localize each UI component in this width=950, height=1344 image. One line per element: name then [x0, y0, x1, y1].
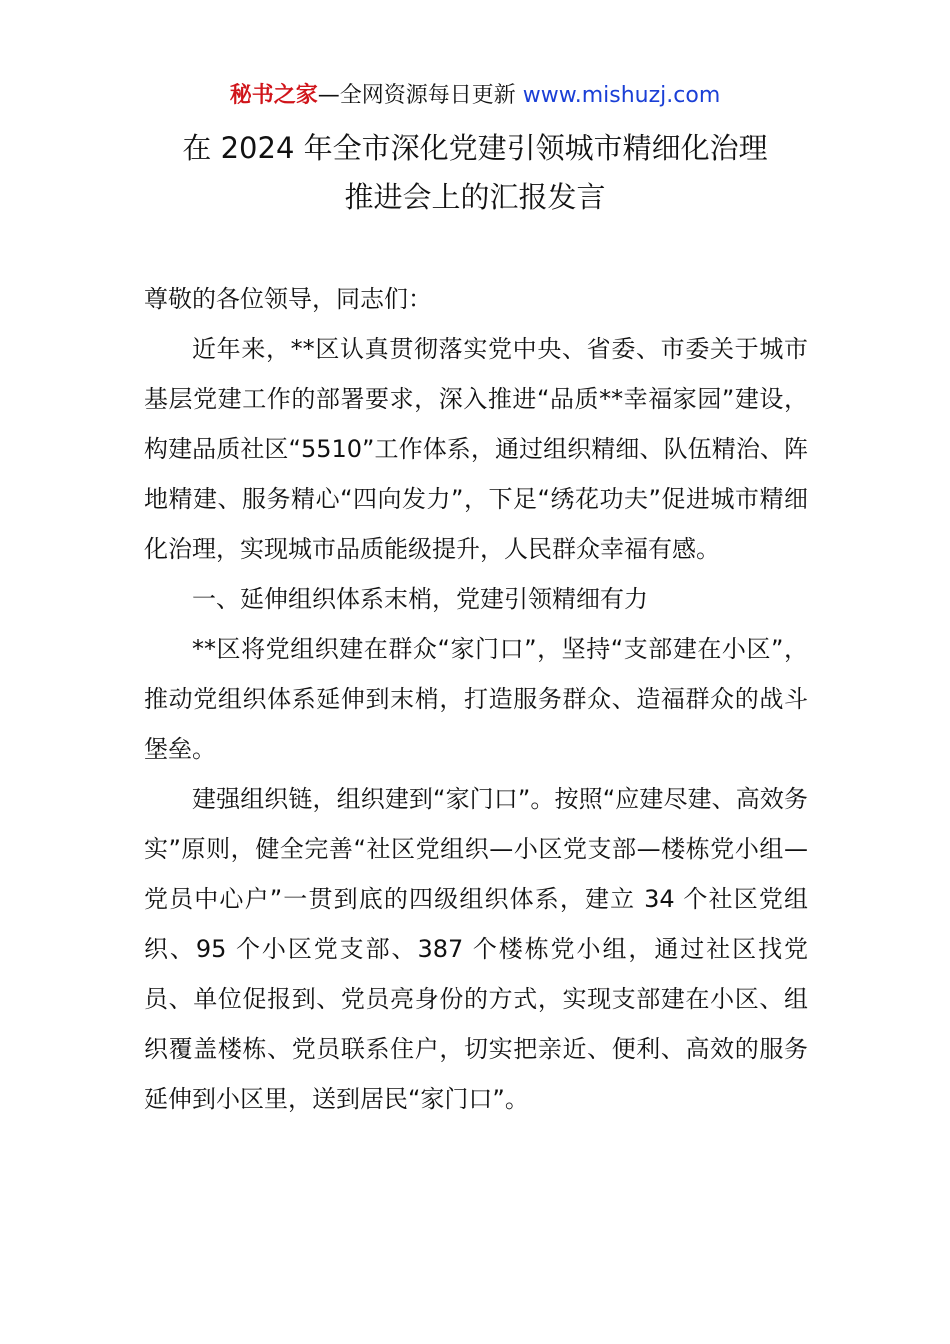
paragraph-section-1: **区将党组织建在群众“家门口”，坚持“支部建在小区”，推动党组织体系延伸到末梢，打造服务群众、造福群众的战斗堡垒。 [144, 635, 808, 763]
salutation: 尊敬的各位领导，同志们： [144, 285, 432, 313]
document-title-line-1: 在 2024 年全市深化党建引领城市精细化治理 [182, 131, 768, 165]
site-header [0, 80, 950, 112]
document-title-line-2: 推进会上的汇报发言 [344, 180, 606, 214]
site-url-link[interactable]: www.mishuzj.com [522, 83, 721, 108]
paragraph-organization-chain: 建强组织链，组织建到“家门口”。按照“应建尽建、高效务实”原则，健全完善“社区党组织—小区党支部—楼栋党小组—党员中心户”一贯到底的四级组织体系，建立 34 个社区党组织、95 个小区党支部、387 个楼栋党小组，通过社区找党员、单位促报到、党员亮身份的方式，实现支部建在小区、组织覆盖楼栋、党员联系住户，切实把亲近、便利、高效的服务延伸到小区里，送到居民“家门口”。 [144, 785, 808, 1113]
site-brand: 秘书之家 [229, 83, 318, 108]
section-heading-1: 一、延伸组织体系末梢，党建引领精细有力 [192, 585, 648, 613]
site-tagline: —全网资源每日更新 [317, 83, 523, 108]
paragraph-intro: 近年来，**区认真贯彻落实党中央、省委、市委关于城市基层党建工作的部署要求，深入推进“品质**幸福家园”建设，构建品质社区“5510”工作体系，通过组织精细、队伍精治、阵地精建、服务精心“四向发力”，下足“绣花功夫”促进城市精细化治理，实现城市品质能级提升，人民群众幸福有感。 [144, 335, 808, 563]
document-body [144, 274, 808, 1124]
